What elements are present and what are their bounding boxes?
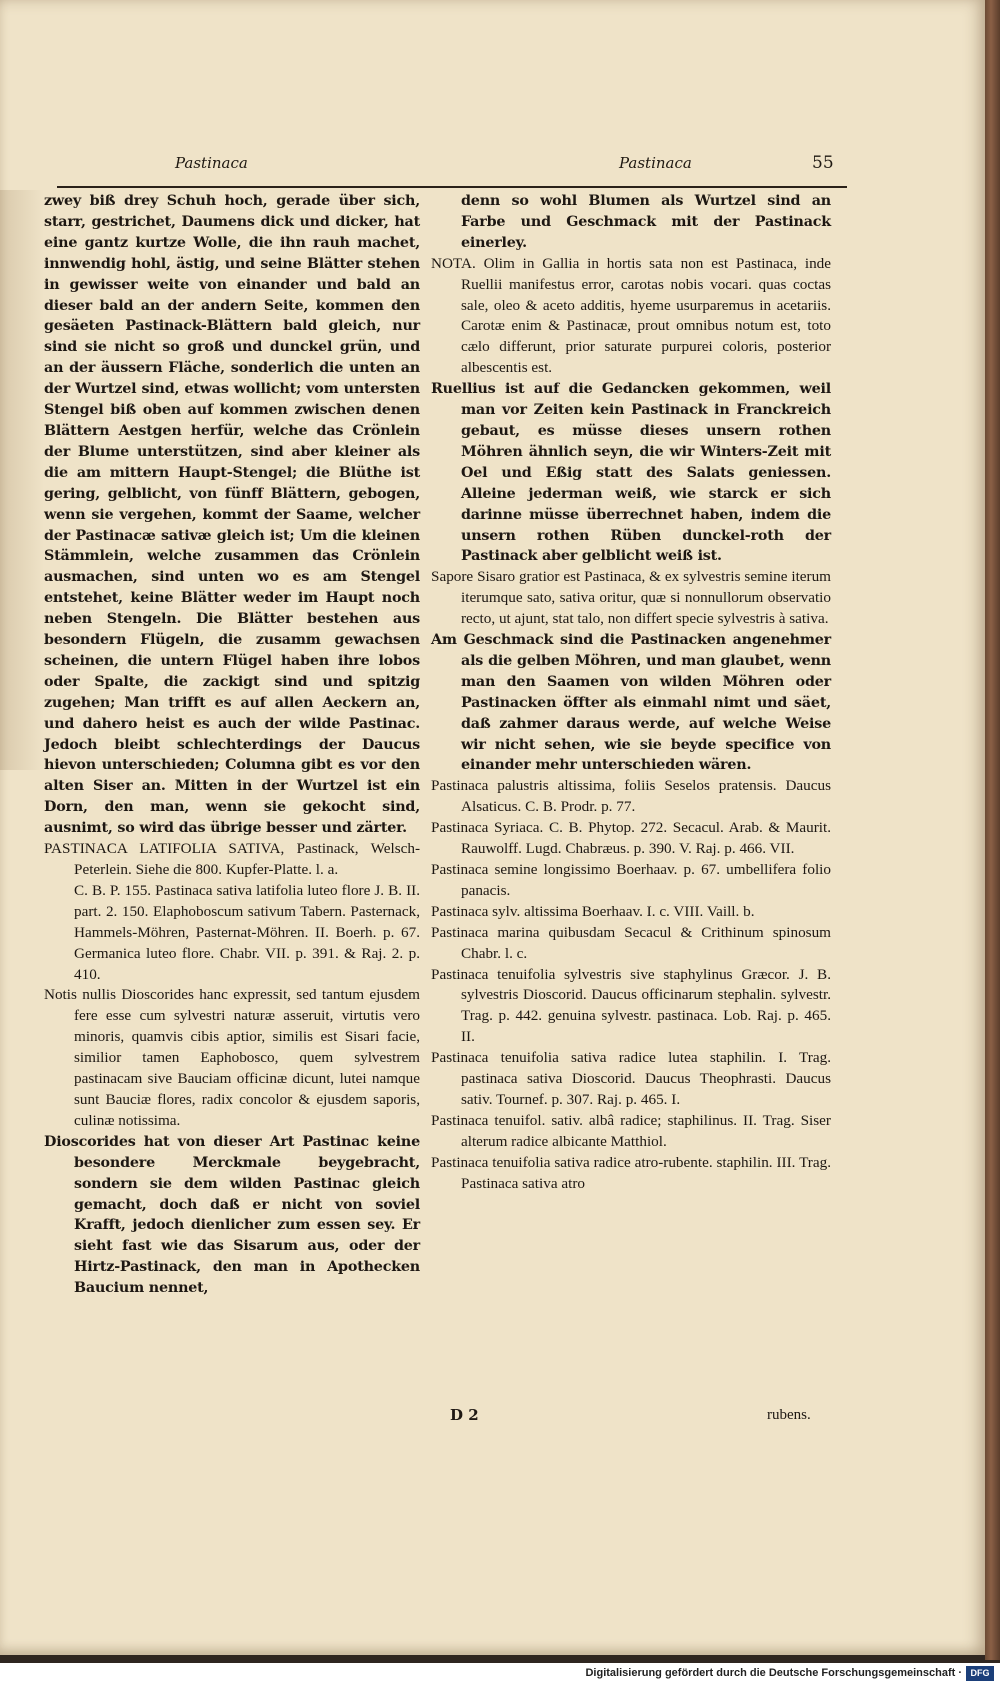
signature-mark: D 2: [450, 1406, 479, 1424]
paragraph: NOTA. Olim in Gallia in hortis sata non est Pastinaca, inde Ruellii manifestus error, carotas nobis vocari. quas coctas sale, oleo & aceto additis, hyeme usurparemus in acetariis. Carotæ enim & Pastinacæ, prout omnibus notum est, toto cælo differunt, prior saturate purpurei coloris, posterior albescentis est.: [431, 254, 831, 377]
paragraph: Dioscorides hat von dieser Art Pastinac keine besondere Merckmale beygebracht, sondern sie dem wilden Pastinac gleich gemacht, doch daß er nicht von soviel Krafft, jedoch dienlicher zum essen sey. Er sieht fast wie das Sisarum aus, oder der Hirtz-Pastinack, den man in Apothecken Baucium nennet,: [44, 1133, 420, 1297]
paragraph: Pastinaca palustris altissima, foliis Seselos pratensis. Daucus Alsaticus. C. B. Prodr. p. 77.: [431, 777, 831, 816]
paragraph: Notis nullis Dioscorides hanc expressit, sed tantum ejusdem fere esse cum sylvestri naturæ asseruit, virtutis vero minoris, quamvis cibis aptior, similis est Sisari facie, similior tamen Eaphobosco, quem sylvestrem pastinacam sive Bauciam officinæ dicunt, lutei namque sunt Bauciæ flores, radix concolor & ejusdem saporis, culinæ notissima.: [44, 986, 420, 1129]
paragraph: Pastinaca Syriaca. C. B. Phytop. 272. Secacul. Arab. & Maurit. Rauwolff. Lugd. Chabræus. p. 390. V. Raj. p. 466. VII.: [431, 819, 831, 858]
paragraph: C. B. P. 155. Pastinaca sativa latifolia luteo flore J. B. II. part. 2. 150. Elaphoboscum sativum Tabern. Pasternack, Hammels-Möhren, Pasternat-Möhren. II. Boerh. p. 67. Germanica luteo flore. Chabr. VII. p. 391. & Raj. 2. p. 410.: [74, 881, 420, 983]
running-head-left: Pastinaca: [175, 154, 248, 172]
paragraph: Pastinaca semine longissimo Boerhaav. p. 67. umbellifera folio panacis.: [431, 861, 831, 899]
page-number: 55: [812, 153, 834, 173]
paragraph: denn so wohl Blumen als Wurtzel sind an Farbe und Geschmack mit der Pastinack einerley.: [461, 193, 831, 251]
paragraph: Pastinaca marina quibusdam Secacul & Crithinum spinosum Chabr. l. c.: [431, 923, 831, 962]
facing-page-shadow: [0, 190, 44, 770]
paragraph: Sapore Sisaro gratior est Pastinaca, & ex sylvestris semine iterum iterumque sato, sativa oritur, quæ si nonnullorum observatio recto, ut ajunt, stat talo, non differt specie sylvestris à sativa.: [431, 568, 831, 628]
dfg-logo: DFG: [966, 1666, 994, 1681]
book-edge: [985, 0, 1000, 1660]
running-head-center: Pastinaca: [619, 154, 692, 172]
paragraph: Pastinaca tenuifol. sativ. albâ radice; staphilinus. II. Trag. Siser alterum radice albicante Matthiol.: [431, 1111, 831, 1150]
paragraph: Pastinaca tenuifolia sylvestris sive staphylinus Græcor. J. B. sylvestris Dioscorid. Daucus officinarum stephalin. sylvestr. Trag. p. 442. genuina sylvestr. pastinaca. Lob. Raj. p. 465. II.: [431, 965, 831, 1046]
footer-bar: [0, 1663, 1000, 1685]
footer-credit: Digitalisierung gefördert durch die Deutsche Forschungsgemeinschaft ·: [585, 1667, 962, 1679]
paragraph: Ruellius ist auf die Gedancken gekommen, weil man vor Zeiten kein Pastinack in Franckreich gebaut, es müsse dieses unsern rothen Möhren ähnlich seyn, die wir Winters-Zeit mit Oel und Eßig statt des Salats geniessen. Alleine jederman weiß, wie starck er sich darinne müsse überrechnet haben, indem die unsern rothen Rüben dunckel-roth der Pastinack aber gelblicht weiß ist.: [431, 381, 831, 565]
paragraph: PASTINACA LATIFOLIA SATIVA, Pastinack, Welsch-Peterlein. Siehe die 800. Kupfer-Platte. l. a.: [44, 840, 420, 878]
paragraph: Pastinaca tenuifolia sativa radice atro-rubente. staphilin. III. Trag. Pastinaca sativa atro: [431, 1153, 831, 1192]
paragraph: zwey biß drey Schuh hoch, gerade über sich, starr, gestrichet, Daumens dick und dicker, hat eine gantz kurtze Wolle, die ihn rauh machet, innwendig hohl, ästig, und seine Blätter stehen in gewisser weite von einander und bald an dieser bald an der andern Seite, kommen den gesäeten Pastinack-Blättern bald gleich, nur sind sie nicht so groß und dunckel grün, und an der äussern Fläche, sonderlich die unten an der Wurtzel sind, etwas wollicht; vom untersten Stengel biß oben auf kommen zwischen denen Blättern Aestgen herfür, welche das Crönlein der Blume unterstützen, sind aber kleiner als die am mittern Haupt-Stengel; die Blüthe ist gering, gelblicht, von fünff Blättern, gebogen, wenn sie vergehen, kommt der Saame, welcher der Pastinacæ sativæ gleich ist; Um die kleinen Stämmlein, welche zusammen das Crönlein ausmachen, sind unten wo es am Stengel entstehet, keine Blätter weder im Haupt noch neben Stengeln. Die Blätter bestehen aus besondern Flügeln, die zusamm gewachsen scheinen, die untern Flügel haben ihre lobos oder Spalte, die zackigt sind und spitzig zugehen; Man trifft es auf allen Aeckern an, und dahero heist es auch der wilde Pastinac. Jedoch bleibt schlechterdings der Daucus hievon unterschieden; Columna gibt es vor den alten Siser an. Mitten in der Wurtzel ist ein Dorn, den man, wenn sie gekocht sind, ausnimt, so wird das übrige besser und zärter.: [44, 193, 420, 837]
paragraph: Am Geschmack sind die Pastinacken angenehmer als die gelben Möhren, und man glaubet, wenn man den Saamen von wilden Möhren oder Pastinacken öffter als einmahl nimt und säet, daß zahmer daraus werde, auf welche Weise wir nicht sehen, wie sie beyde specifice von einander mehr unterschieden wären.: [431, 632, 831, 774]
paragraph: Pastinaca tenuifolia sativa radice lutea staphilin. I. Trag. pastinaca sativa Dioscorid. Daucus Theophrasti. Daucus sativ. Tournef. p. 307. Raj. p. 465. I.: [431, 1049, 831, 1108]
header-rule: [57, 186, 847, 188]
paragraph: Pastinaca sylv. altissima Boerhaav. I. c. VIII. Vaill. b.: [431, 902, 755, 920]
left-column: [44, 191, 420, 1299]
right-column: [431, 191, 831, 1195]
catchword: rubens.: [767, 1407, 811, 1423]
